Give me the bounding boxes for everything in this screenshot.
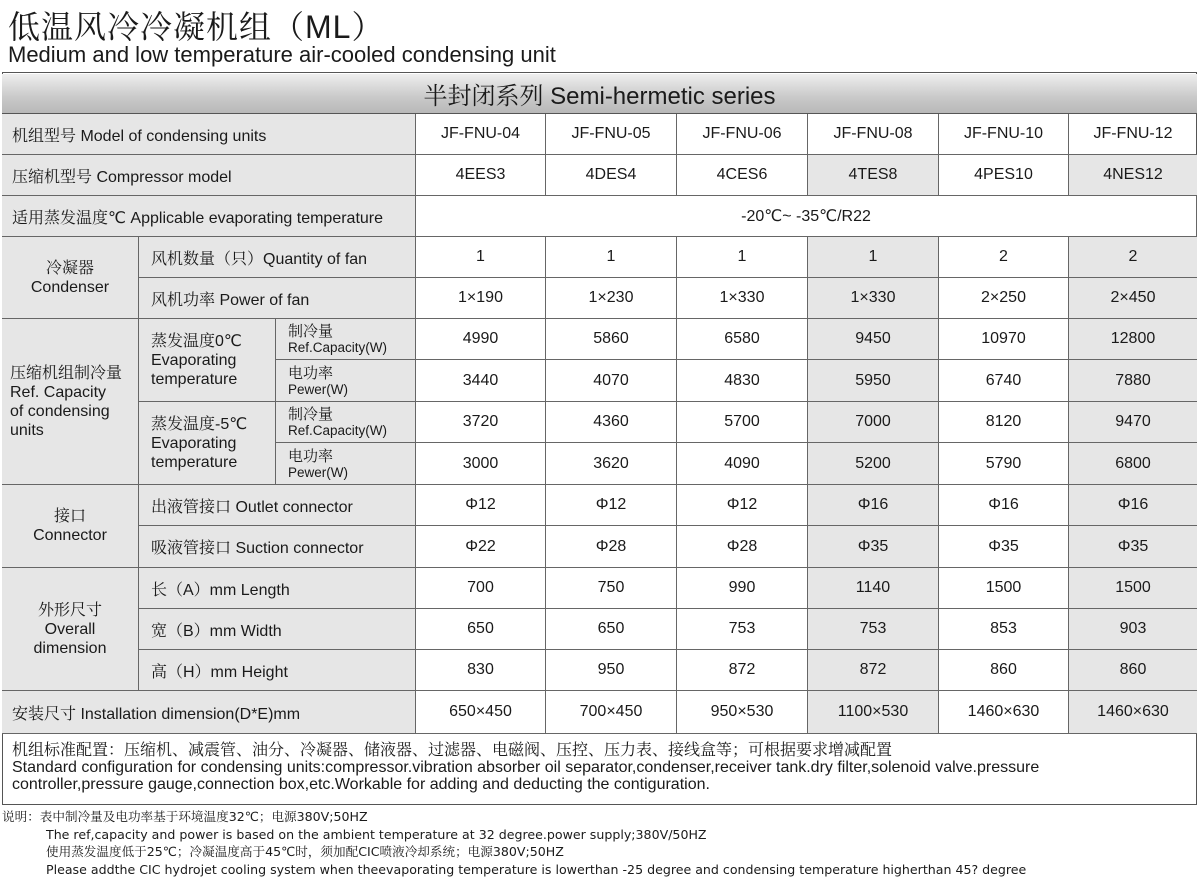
- cell-compressors-2: 4DES4: [546, 155, 677, 196]
- cell-length-5: 1500: [939, 568, 1069, 609]
- cell-cap-m5-1: 3720: [416, 402, 546, 443]
- refcap-en3: units: [10, 421, 44, 439]
- condenser-cn: 冷凝器: [45, 259, 94, 277]
- cell-height-5: 860: [939, 650, 1069, 691]
- group-dimension: [2, 568, 139, 691]
- row-label-height: 高（H）mm Height: [139, 650, 416, 691]
- cell-install-4: 1100×530: [808, 691, 939, 734]
- config-cn: 机组标准配置：压缩机、减震管、油分、冷凝器、储液器、过滤器、电磁阀、压控、压力表、接线盒等；可根据要求增减配置: [12, 742, 893, 759]
- label-cap-0: [276, 319, 416, 360]
- page-subtitle: Medium and low temperature air-cooled condensing unit: [8, 42, 556, 67]
- cell-suction-6: Φ35: [1069, 526, 1197, 568]
- cell-length-2: 750: [546, 568, 677, 609]
- cell-length-6: 1500: [1069, 568, 1197, 609]
- cell-width-1: 650: [416, 609, 546, 650]
- row-label-install: 安装尺寸 Installation dimension(D*E)mm: [2, 691, 416, 734]
- note-line2: The ref,capacity and power is based on the ambient temperature at 32 degree.power supply;380V/50HZ: [46, 826, 707, 842]
- cell-cap-0-5: 10970: [939, 319, 1069, 360]
- row-label-evap-temp: 适用蒸发温度℃ Applicable evaporating temperature: [2, 196, 416, 237]
- evap-0-en2: temperature: [151, 370, 238, 388]
- config-en-line2: controller,pressure gauge,connection box,etc.Workable for adding and deducting the contiguration.: [12, 776, 710, 793]
- cell-compressors-1: 4EES3: [416, 155, 546, 196]
- evap-temp-range: -20℃~ -35℃/R22: [416, 196, 1197, 237]
- evap-m5-en1: Evaporating: [151, 434, 237, 452]
- refcap-en1: Ref. Capacity: [10, 383, 107, 401]
- cell-models-2: JF-FNU-05: [546, 114, 677, 155]
- evap-m5-cn: 蒸发温度-5℃: [151, 415, 248, 433]
- cell-install-6: 1460×630: [1069, 691, 1197, 734]
- cell-height-2: 950: [546, 650, 677, 691]
- cell-outlet-1: Φ12: [416, 485, 546, 526]
- cell-models-4: JF-FNU-08: [808, 114, 939, 155]
- cell-compressors-3: 4CES6: [677, 155, 808, 196]
- group-ref-capacity: [2, 319, 139, 485]
- cell-outlet-2: Φ12: [546, 485, 677, 526]
- cell-pow-0-4: 5950: [808, 360, 939, 402]
- cell-width-2: 650: [546, 609, 677, 650]
- dim-en1: Overall: [44, 620, 96, 638]
- dim-cn: 外形尺寸: [37, 601, 102, 619]
- evap-0-en1: Evaporating: [151, 351, 237, 369]
- cell-width-5: 853: [939, 609, 1069, 650]
- row-label-suction: 吸液管接口 Suction connector: [139, 526, 416, 568]
- row-label-width: 宽（B）mm Width: [139, 609, 416, 650]
- cell-fan-qty-5: 2: [939, 237, 1069, 278]
- note-line4: Please addthe CIC hydrojet cooling system when theevaporating temperature is lowerthan -25 degree and condensing temperature higherthan 45? degree: [46, 861, 1027, 877]
- refcap-en2: of condensing: [10, 402, 110, 420]
- cell-suction-3: Φ28: [677, 526, 808, 568]
- cell-pow-m5-4: 5200: [808, 443, 939, 485]
- series-header: 半封闭系列 Semi-hermetic series: [2, 74, 1197, 114]
- cap-m5-cn: 制冷量: [288, 406, 334, 423]
- evap-m5-en2: temperature: [151, 453, 238, 471]
- cell-models-6: JF-FNU-12: [1069, 114, 1197, 155]
- cap-0-en: Ref.Capacity(W): [288, 340, 388, 355]
- pow-m5-cn: 电功率: [288, 447, 334, 465]
- cell-suction-4: Φ35: [808, 526, 939, 568]
- cell-install-2: 700×450: [546, 691, 677, 734]
- row-label-length: 长（A）mm Length: [139, 568, 416, 609]
- evap-0-cn: 蒸发温度0℃: [151, 332, 242, 350]
- cell-compressors-5: 4PES10: [939, 155, 1069, 196]
- label-cap-m5: [276, 402, 416, 443]
- cell-fan-power-4: 1×330: [808, 278, 939, 319]
- cell-pow-m5-5: 5790: [939, 443, 1069, 485]
- cell-pow-0-3: 4830: [677, 360, 808, 402]
- cell-suction-5: Φ35: [939, 526, 1069, 568]
- cell-pow-0-2: 4070: [546, 360, 677, 402]
- connector-cn: 接口: [53, 508, 86, 525]
- cell-models-5: JF-FNU-10: [939, 114, 1069, 155]
- cell-outlet-5: Φ16: [939, 485, 1069, 526]
- cell-pow-m5-3: 4090: [677, 443, 808, 485]
- cell-length-1: 700: [416, 568, 546, 609]
- cell-fan-qty-6: 2: [1069, 237, 1197, 278]
- cell-fan-power-6: 2×450: [1069, 278, 1197, 319]
- cell-compressors-4: 4TES8: [808, 155, 939, 196]
- cell-suction-2: Φ28: [546, 526, 677, 568]
- notes: [2, 808, 1198, 878]
- cell-cap-0-6: 12800: [1069, 319, 1197, 360]
- cell-suction-1: Φ22: [416, 526, 546, 568]
- label-pow-m5: [276, 443, 416, 485]
- cell-height-6: 860: [1069, 650, 1197, 691]
- cell-pow-0-6: 7880: [1069, 360, 1197, 402]
- cell-pow-m5-1: 3000: [416, 443, 546, 485]
- cell-install-3: 950×530: [677, 691, 808, 734]
- standard-configuration: [2, 734, 1197, 805]
- condenser-en: Condenser: [30, 278, 110, 296]
- evap-m5-label: [139, 402, 276, 485]
- cap-m5-en: Ref.Capacity(W): [288, 423, 388, 438]
- cell-pow-m5-6: 6800: [1069, 443, 1197, 485]
- note-line1: 说明：表中制冷量及电功率基于环境温度32℃；电源380V;50HZ: [2, 809, 368, 824]
- group-connector: [2, 485, 139, 568]
- cell-cap-m5-6: 9470: [1069, 402, 1197, 443]
- cell-cap-m5-4: 7000: [808, 402, 939, 443]
- cell-pow-0-1: 3440: [416, 360, 546, 402]
- note-line3: 使用蒸发温度低于25℃；冷凝温度高于45℃时，须加配CIC喷液冷却系统；电源380V;50HZ: [46, 844, 564, 859]
- cell-fan-qty-4: 1: [808, 237, 939, 278]
- pow-0-cn: 电功率: [288, 364, 334, 382]
- cell-fan-power-2: 1×230: [546, 278, 677, 319]
- cell-height-1: 830: [416, 650, 546, 691]
- cell-fan-qty-3: 1: [677, 237, 808, 278]
- cell-width-4: 753: [808, 609, 939, 650]
- cell-pow-0-5: 6740: [939, 360, 1069, 402]
- cell-fan-power-5: 2×250: [939, 278, 1069, 319]
- cell-outlet-4: Φ16: [808, 485, 939, 526]
- evap-0-label: [139, 319, 276, 402]
- pow-0-en: Pewer(W): [288, 381, 348, 397]
- refcap-cn: 压缩机组制冷量: [10, 364, 123, 382]
- row-label-model: 机组型号 Model of condensing units: [2, 114, 416, 155]
- cell-fan-qty-2: 1: [546, 237, 677, 278]
- cell-width-3: 753: [677, 609, 808, 650]
- cell-outlet-3: Φ12: [677, 485, 808, 526]
- row-label-outlet: 出液管接口 Outlet connector: [139, 485, 416, 526]
- cell-models-1: JF-FNU-04: [416, 114, 546, 155]
- page-title: 低温风冷冷凝机组（ML）: [8, 9, 385, 45]
- cell-cap-0-3: 6580: [677, 319, 808, 360]
- cell-width-6: 903: [1069, 609, 1197, 650]
- cell-install-5: 1460×630: [939, 691, 1069, 734]
- cell-height-4: 872: [808, 650, 939, 691]
- group-condenser: [2, 237, 139, 319]
- cell-pow-m5-2: 3620: [546, 443, 677, 485]
- pow-m5-en: Pewer(W): [288, 464, 348, 480]
- cell-models-3: JF-FNU-06: [677, 114, 808, 155]
- cell-cap-0-1: 4990: [416, 319, 546, 360]
- cell-cap-0-2: 5860: [546, 319, 677, 360]
- cell-fan-power-3: 1×330: [677, 278, 808, 319]
- cell-fan-qty-1: 1: [416, 237, 546, 278]
- cell-length-4: 1140: [808, 568, 939, 609]
- row-label-fan-qty: 风机数量（只）Quantity of fan: [139, 237, 416, 278]
- label-pow-0: [276, 360, 416, 402]
- cap-0-cn: 制冷量: [288, 323, 334, 340]
- dim-en2: dimension: [33, 639, 107, 657]
- connector-en: Connector: [33, 527, 107, 544]
- cell-height-3: 872: [677, 650, 808, 691]
- cell-compressors-6: 4NES12: [1069, 155, 1197, 196]
- cell-fan-power-1: 1×190: [416, 278, 546, 319]
- cell-cap-m5-5: 8120: [939, 402, 1069, 443]
- row-label-fan-power: 风机功率 Power of fan: [139, 278, 416, 319]
- cell-outlet-6: Φ16: [1069, 485, 1197, 526]
- cell-cap-m5-2: 4360: [546, 402, 677, 443]
- cell-cap-0-4: 9450: [808, 319, 939, 360]
- config-en-line1: Standard configuration for condensing units:compressor.vibration absorber oil separator,condenser,receiver tank.dry filter,solenoid valve.pressure: [12, 759, 1040, 776]
- row-label-compressor: 压缩机型号 Compressor model: [2, 155, 416, 196]
- cell-cap-m5-3: 5700: [677, 402, 808, 443]
- cell-install-1: 650×450: [416, 691, 546, 734]
- cell-length-3: 990: [677, 568, 808, 609]
